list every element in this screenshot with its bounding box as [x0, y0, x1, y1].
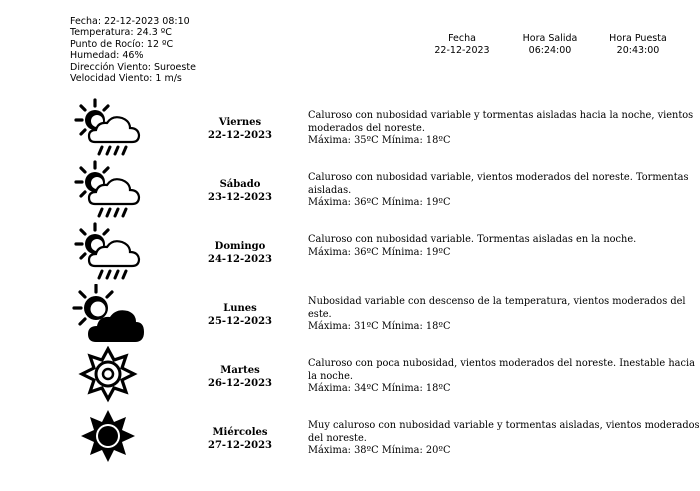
forecast-day-name: Lunes: [223, 303, 257, 314]
sunset-value: 20:43:00: [616, 44, 660, 56]
current-dew-point: Punto de Rocío: 12 ºC: [70, 38, 174, 50]
forecast-row: [0, 222, 700, 284]
forecast-text: Caluroso con nubosidad variable y tormentas aisladas hacia la noche, vientos moderados del noreste.: [308, 110, 694, 134]
forecast-temps: Máxima: 34ºC Mínima: 18ºC: [308, 383, 451, 394]
sunrise-column: [505, 33, 595, 56]
forecast-temps: Máxima: 35ºC Mínima: 18ºC: [308, 135, 451, 146]
forecast-day-date: 26-12-2023: [208, 377, 272, 389]
forecast-day-date: 22-12-2023: [208, 129, 272, 141]
forecast-day-name: Sábado: [219, 179, 261, 190]
forecast-description: [308, 234, 700, 259]
forecast-description: [308, 420, 700, 458]
forecast-row: [0, 346, 700, 408]
forecast-text: Caluroso con nubosidad variable. Tormentas aisladas en la noche.: [308, 234, 637, 245]
sunrise-value: 06:24:00: [528, 44, 572, 56]
forecast-temps: Máxima: 36ºC Mínima: 19ºC: [308, 197, 451, 208]
forecast-day: [190, 117, 290, 142]
forecast-row: [0, 160, 700, 222]
forecast-text: Muy caluroso con nubosidad variable y tormentas aisladas, vientos moderados del noreste.: [308, 420, 700, 444]
forecast-day-date: 27-12-2023: [208, 439, 272, 451]
forecast-day-name: Miércoles: [212, 427, 268, 438]
forecast-temps: Máxima: 36ºC Mínima: 19ºC: [308, 246, 451, 258]
current-wind-direction: Dirección Viento: Suroeste: [70, 61, 196, 73]
sun-outline-icon: [72, 346, 146, 408]
forecast-text: Caluroso con nubosidad variable, vientos moderados del noreste. Tormentas aisladas.: [308, 172, 689, 196]
forecast-day: [190, 427, 290, 452]
forecast-day: [190, 365, 290, 390]
partly-cloudy-rain-icon: [72, 160, 146, 222]
forecast-description: [308, 296, 700, 334]
forecast-row: [0, 98, 700, 160]
forecast-day-name: Domingo: [214, 241, 266, 252]
forecast-day-name: Viernes: [218, 117, 262, 128]
forecast-description: [308, 172, 700, 210]
forecast-temps: Máxima: 38ºC Mínima: 20ºC: [308, 445, 451, 456]
sun-icon: [72, 408, 146, 470]
forecast-day: [190, 303, 290, 328]
partly-cloudy-rain-icon: [72, 98, 146, 160]
forecast-day-name: Martes: [220, 365, 260, 376]
forecast-description: [308, 110, 700, 148]
sunset-column: [593, 33, 683, 56]
header: [0, 0, 700, 92]
forecast-day: [190, 179, 290, 204]
sun-date-column: [417, 33, 507, 56]
forecast-text: Caluroso con poca nubosidad, vientos moderados del noreste. Inestable hacia la noche.: [308, 358, 695, 382]
forecast-description: [308, 358, 700, 396]
current-humidity: Humedad: 46%: [70, 50, 144, 62]
current-temperature: Temperatura: 24.3 ºC: [70, 27, 172, 39]
forecast-row: [0, 284, 700, 346]
sunset-label: Hora Puesta: [609, 33, 667, 44]
forecast-text: Nubosidad variable con descenso de la temperatura, vientos moderados del este.: [308, 296, 686, 320]
partly-cloudy-icon: [72, 284, 146, 346]
forecast-temps: Máxima: 31ºC Mínima: 18ºC: [308, 321, 451, 332]
forecast-day-date: 25-12-2023: [208, 315, 272, 327]
sun-date-label: Fecha: [448, 33, 476, 44]
forecast-day-date: 24-12-2023: [208, 253, 272, 265]
current-date: Fecha: 22-12-2023 08:10: [70, 16, 190, 27]
sunrise-label: Hora Salida: [522, 33, 578, 44]
forecast-day-date: 23-12-2023: [208, 191, 272, 203]
current-conditions: [70, 16, 196, 84]
forecast-day: [190, 241, 290, 266]
forecast-row: [0, 408, 700, 470]
partly-cloudy-rain-icon: [72, 222, 146, 284]
sun-date-value: 22-12-2023: [434, 44, 490, 56]
forecast-list: [0, 98, 700, 470]
current-wind-speed: Velocidad Viento: 1 m/s: [70, 73, 182, 85]
